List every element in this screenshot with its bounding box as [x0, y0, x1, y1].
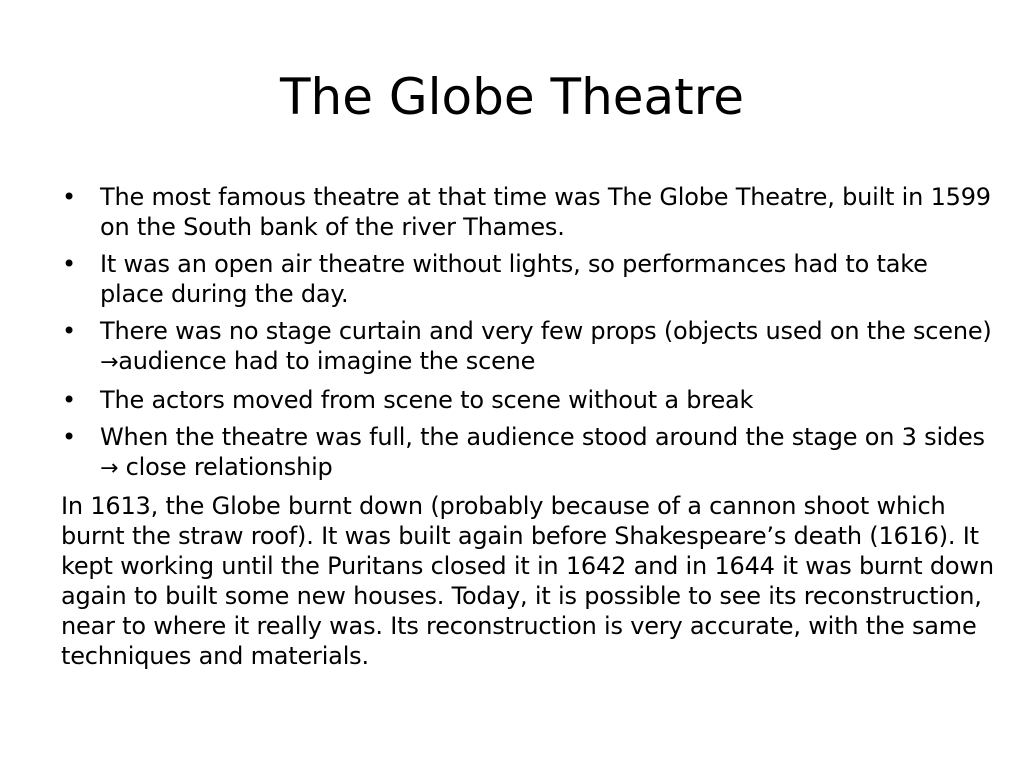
bullet-icon: • — [62, 423, 76, 451]
bullet-item — [61, 422, 995, 484]
bullet-text-before: When the theatre was full, the audience stood around the stage on 3 sides — [100, 423, 985, 451]
bullet-item — [61, 385, 995, 415]
bullet-text: It was an open air theatre without lights, so performances had to take place during the day. — [100, 250, 928, 308]
slide-title: The Globe Theatre — [280, 68, 744, 126]
bullet-text-before: There was no stage curtain and very few props (objects used on the scene) — [100, 317, 992, 345]
bullet-list — [61, 182, 995, 484]
bullet-text: The most famous theatre at that time was The Globe Theatre, built in 1599 on the South bank of the river Thames. — [100, 183, 991, 241]
slide-body — [61, 182, 995, 671]
history-paragraph: In 1613, the Globe burnt down (probably because of a cannon shoot which burnt the straw roof). It was built again before Shakespeare’s death (1616). It kept working until the Puritans closed it in 1642 and in 1644 it was burnt down again to built some new houses. Today, it is possible to see its reconstruction, near to where it really was. Its reconstruction is very accurate, with the same techniques and materials. — [61, 492, 994, 670]
bullet-icon: • — [62, 386, 76, 414]
bullet-text-after: close relationship — [118, 453, 333, 481]
arrow-right-icon: → — [100, 350, 119, 375]
bullet-item — [61, 249, 995, 309]
bullet-item — [61, 316, 995, 378]
bullet-text: The actors moved from scene to scene without a break — [100, 386, 754, 414]
bullet-icon: • — [62, 250, 76, 278]
arrow-right-icon: → — [100, 456, 119, 481]
bullet-item — [61, 182, 995, 242]
bullet-text-after: audience had to imagine the scene — [118, 347, 536, 375]
bullet-icon: • — [62, 317, 76, 345]
bullet-icon: • — [62, 183, 76, 211]
